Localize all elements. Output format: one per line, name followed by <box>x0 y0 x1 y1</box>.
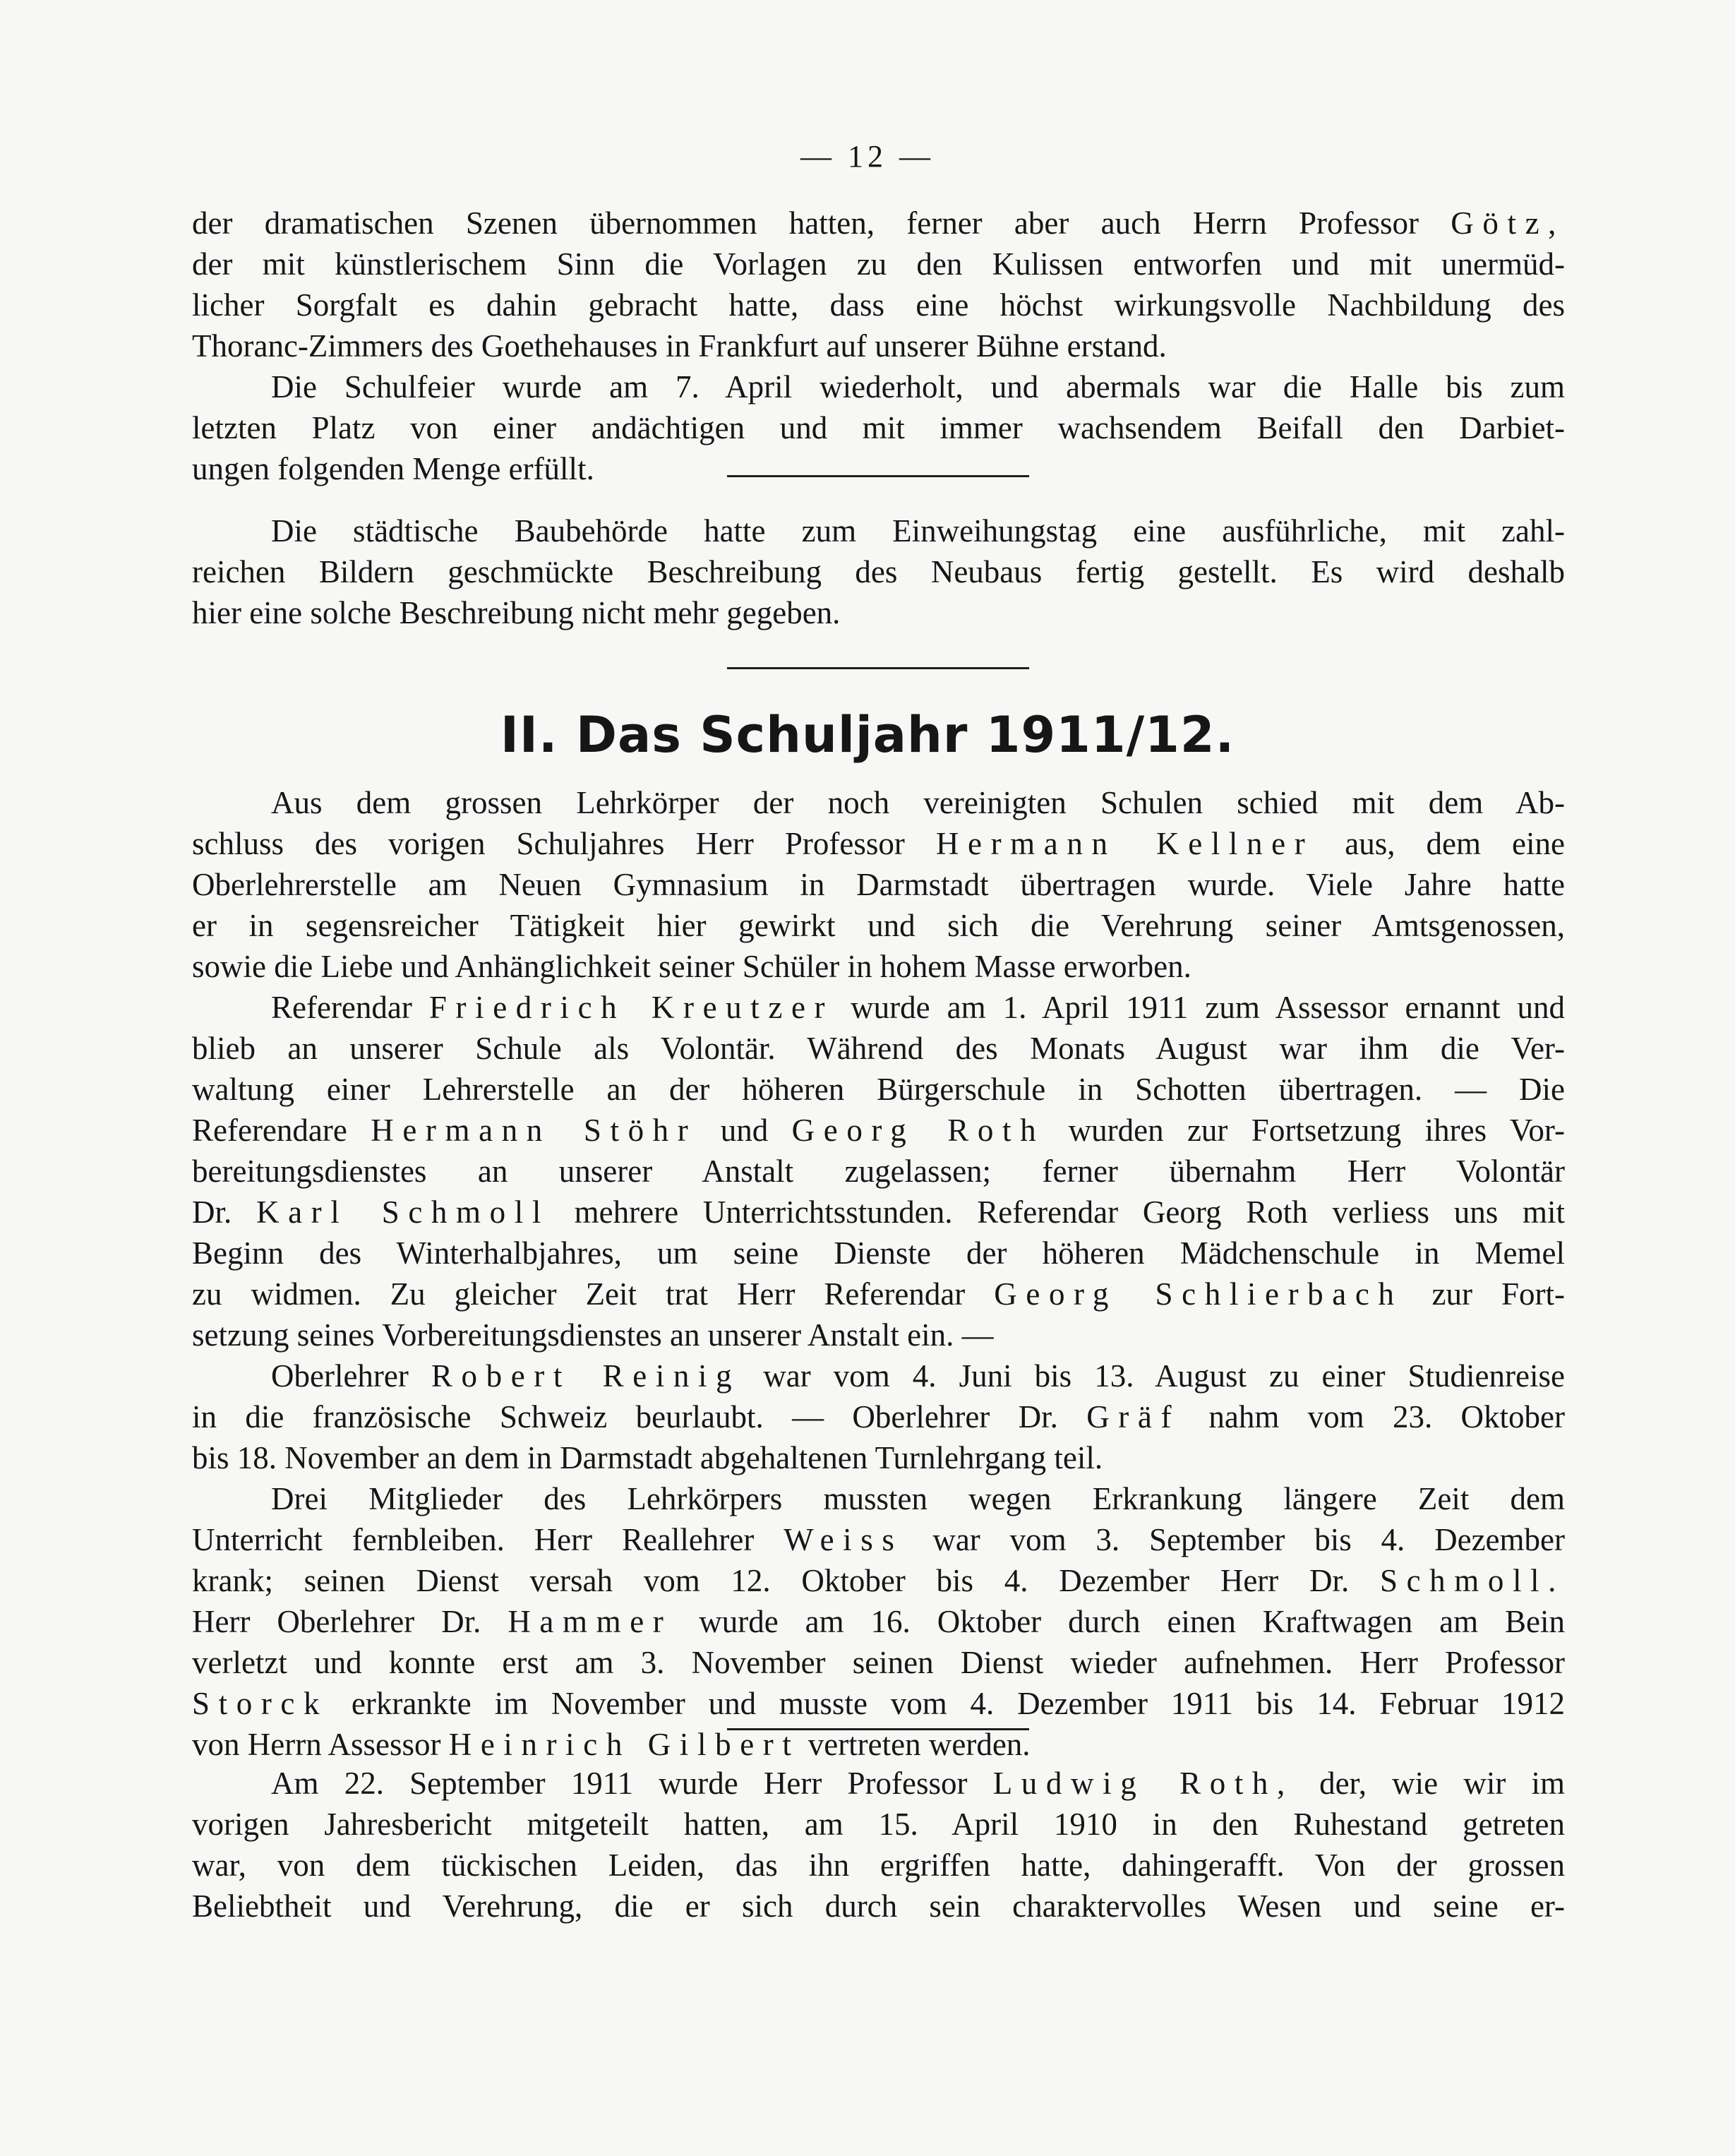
text-line <box>192 1396 1565 1437</box>
text-run: Referendar <box>271 990 429 1025</box>
text-line <box>192 1192 1565 1233</box>
text-run: der, wie wir im <box>1293 1766 1565 1801</box>
text-line <box>192 285 1565 325</box>
text-run: erkrankte im November und musste vom 4. Dezember 1911 bis 14. Februar 1912 <box>328 1686 1565 1721</box>
text-line <box>192 1886 1565 1927</box>
text-line <box>192 1028 1565 1069</box>
text-line <box>192 592 1565 633</box>
section-divider-2 <box>727 667 1029 669</box>
text-run: der dramatischen Szenen übernommen hatten, ferner aber auch Herrn Professor <box>192 205 1451 241</box>
emphasized-name: Schmoll. <box>1379 1563 1565 1598</box>
text-run: war vom 3. September bis 4. Dezember <box>903 1522 1565 1557</box>
text-run: verletzt und konnte erst am 3. November seinen Dienst wieder aufnehmen. Herr Professor <box>192 1645 1565 1680</box>
text-line <box>192 946 1565 987</box>
text-line <box>192 1069 1565 1110</box>
text-run: vorigen Jahresbericht mitgeteilt hatten, am 15. April 1910 in den Ruhestand getreten <box>192 1807 1565 1842</box>
text-run: setzung seines Vorbereitungsdienstes an unserer Anstalt ein. — <box>192 1317 994 1353</box>
text-line <box>192 203 1565 244</box>
text-line <box>192 244 1565 285</box>
text-run: war, von dem tückischen Leiden, das ihn ergriffen hatte, dahingerafft. Von der grossen <box>192 1847 1565 1883</box>
text-line <box>192 1601 1565 1642</box>
text-run: der mit künstlerischem Sinn die Vorlagen zu den Kulissen entworfen und mit unermüd- <box>192 246 1565 282</box>
text-run: wurde am 16. Oktober durch einen Kraftwagen am Bein <box>672 1604 1565 1639</box>
text-line <box>192 1560 1565 1601</box>
text-line <box>192 1642 1565 1683</box>
text-run: er in segensreicher Tätigkeit hier gewirkt und sich die Verehrung seiner Amtsgenossen, <box>192 908 1565 943</box>
text-line <box>192 987 1565 1028</box>
text-run: Am 22. September 1911 wurde Herr Professor <box>271 1766 993 1801</box>
text-run: krank; seinen Dienst versah vom 12. Oktober bis 4. Dezember Herr Dr. <box>192 1563 1380 1598</box>
text-line <box>192 1355 1565 1396</box>
text-run: licher Sorgfalt es dahin gebracht hatte, dass eine höchst wirkungsvolle Nachbildung des <box>192 287 1565 323</box>
page-number: — 12 — <box>800 139 935 174</box>
section-divider-1 <box>727 475 1029 477</box>
paragraph-block-3 <box>192 782 1565 1765</box>
emphasized-name: Ludwig Roth, <box>992 1766 1294 1801</box>
text-run: wurde am 1. April 1911 zum Assessor ernannt und <box>834 990 1565 1025</box>
text-run: von Herrn Assessor <box>192 1727 449 1762</box>
text-run: ungen folgenden Menge erfüllt. <box>192 451 594 486</box>
text-run: wurden zur Fortsetzung ihres Vor- <box>1045 1113 1565 1148</box>
text-run: zu widmen. Zu gleicher Zeit trat Herr Referendar <box>192 1276 995 1312</box>
text-line <box>192 1233 1565 1274</box>
emphasized-name: Storck <box>192 1686 329 1721</box>
text-line <box>192 1683 1565 1724</box>
text-run: in die französische Schweiz beurlaubt. — Oberlehrer Dr. <box>192 1399 1087 1435</box>
emphasized-name: Robert Reinig <box>431 1358 741 1394</box>
text-run: Unterricht fernbleiben. Herr Reallehrer <box>192 1522 784 1557</box>
paragraph-block-1 <box>192 203 1565 489</box>
text-run: reichen Bildern geschmückte Beschreibung des Neubaus fertig gestellt. Es wird deshalb <box>192 554 1565 589</box>
text-run: Die Schulfeier wurde am 7. April wiederholt, und abermals war die Halle bis zum <box>271 369 1565 405</box>
text-line <box>192 1151 1565 1192</box>
emphasized-name: Karl Schmoll <box>256 1194 550 1230</box>
text-line <box>192 1478 1565 1519</box>
section-divider-3 <box>727 1728 1029 1730</box>
text-run: Aus dem grossen Lehrkörper der noch vereinigten Schulen schied mit dem Ab- <box>271 785 1565 820</box>
text-line <box>192 1845 1565 1886</box>
text-line <box>192 407 1565 448</box>
text-run: Die städtische Baubehörde hatte zum Einweihungstag eine ausführliche, mit zahl- <box>271 513 1565 549</box>
text-line <box>192 1804 1565 1845</box>
emphasized-name: Hammer <box>508 1604 673 1639</box>
text-run: aus, dem eine <box>1314 826 1565 861</box>
text-run: Dr. <box>192 1194 256 1230</box>
text-run: zur Fort- <box>1403 1276 1565 1312</box>
text-run: Drei Mitglieder des Lehrkörpers mussten wegen Erkrankung längere Zeit dem <box>271 1481 1565 1516</box>
text-run: letzten Platz von einer andächtigen und mit immer wachsendem Beifall den Darbiet- <box>192 410 1565 445</box>
paragraph-block-4 <box>192 1763 1565 1927</box>
text-line <box>192 1314 1565 1355</box>
text-run: und <box>697 1113 792 1148</box>
emphasized-name: Friedrich Kreutzer <box>428 990 834 1025</box>
text-run: Beginn des Winterhalbjahres, um seine Dienste der höheren Mädchenschule in Memel <box>192 1235 1565 1271</box>
emphasized-name: Weiss <box>784 1522 903 1557</box>
text-line <box>192 823 1565 864</box>
text-line <box>192 864 1565 905</box>
section-heading: II. Das Schuljahr 1911/12. <box>500 706 1235 764</box>
text-run: bis 18. November an dem in Darmstadt abgehaltenen Turnlehrgang teil. <box>192 1440 1103 1475</box>
text-line <box>192 510 1565 551</box>
text-line <box>192 448 1565 489</box>
emphasized-name: Heinrich Gilbert <box>448 1727 800 1762</box>
emphasized-name: Hermann Kellner <box>935 826 1314 861</box>
text-line <box>192 782 1565 823</box>
text-run: Oberlehrer <box>271 1358 431 1394</box>
text-run: hier eine solche Beschreibung nicht mehr gegeben. <box>192 595 841 630</box>
text-run: Referendare <box>192 1113 371 1148</box>
text-line <box>192 1110 1565 1151</box>
text-run: war vom 4. Juni bis 13. August zu einer Studienreise <box>740 1358 1565 1394</box>
emphasized-name: Georg Schlierbach <box>994 1276 1403 1312</box>
emphasized-name: Georg Roth <box>791 1113 1045 1148</box>
text-line <box>192 325 1565 366</box>
paragraph-block-2 <box>192 510 1565 633</box>
text-line <box>192 905 1565 946</box>
text-run: Oberlehrerstelle am Neuen Gymnasium in Darmstadt übertragen wurde. Viele Jahre hatte <box>192 867 1565 902</box>
text-run: sowie die Liebe und Anhänglichkeit seiner Schüler in hohem Masse erworben. <box>192 949 1191 984</box>
text-run: bereitungsdienstes an unserer Anstalt zugelassen; ferner übernahm Herr Volontär <box>192 1154 1565 1189</box>
text-run: Beliebtheit und Verehrung, die er sich durch sein charaktervolles Wesen und seine er- <box>192 1888 1565 1924</box>
text-run: schluss des vorigen Schuljahres Herr Professor <box>192 826 936 861</box>
text-line <box>192 1519 1565 1560</box>
text-line <box>192 366 1565 407</box>
text-line <box>192 1274 1565 1314</box>
text-line <box>192 551 1565 592</box>
text-line <box>192 1763 1565 1804</box>
emphasized-name: Götz, <box>1451 205 1565 241</box>
text-line <box>192 1437 1565 1478</box>
text-run: Herr Oberlehrer Dr. <box>192 1604 508 1639</box>
emphasized-name: Gräf <box>1086 1399 1181 1435</box>
text-run: waltung einer Lehrerstelle an der höheren Bürgerschule in Schotten übertragen. — Die <box>192 1072 1565 1107</box>
text-run: vertreten werden. <box>800 1727 1031 1762</box>
text-run: blieb an unserer Schule als Volontär. Während des Monats August war ihm die Ver- <box>192 1031 1565 1066</box>
text-run: mehrere Unterrichtsstunden. Referendar Georg Roth verliess uns mit <box>549 1194 1565 1230</box>
emphasized-name: Hermann Stöhr <box>371 1113 697 1148</box>
text-run: nahm vom 23. Oktober <box>1180 1399 1565 1435</box>
text-run: Thoranc-Zimmers des Goethehauses in Frankfurt auf unserer Bühne erstand. <box>192 328 1167 364</box>
